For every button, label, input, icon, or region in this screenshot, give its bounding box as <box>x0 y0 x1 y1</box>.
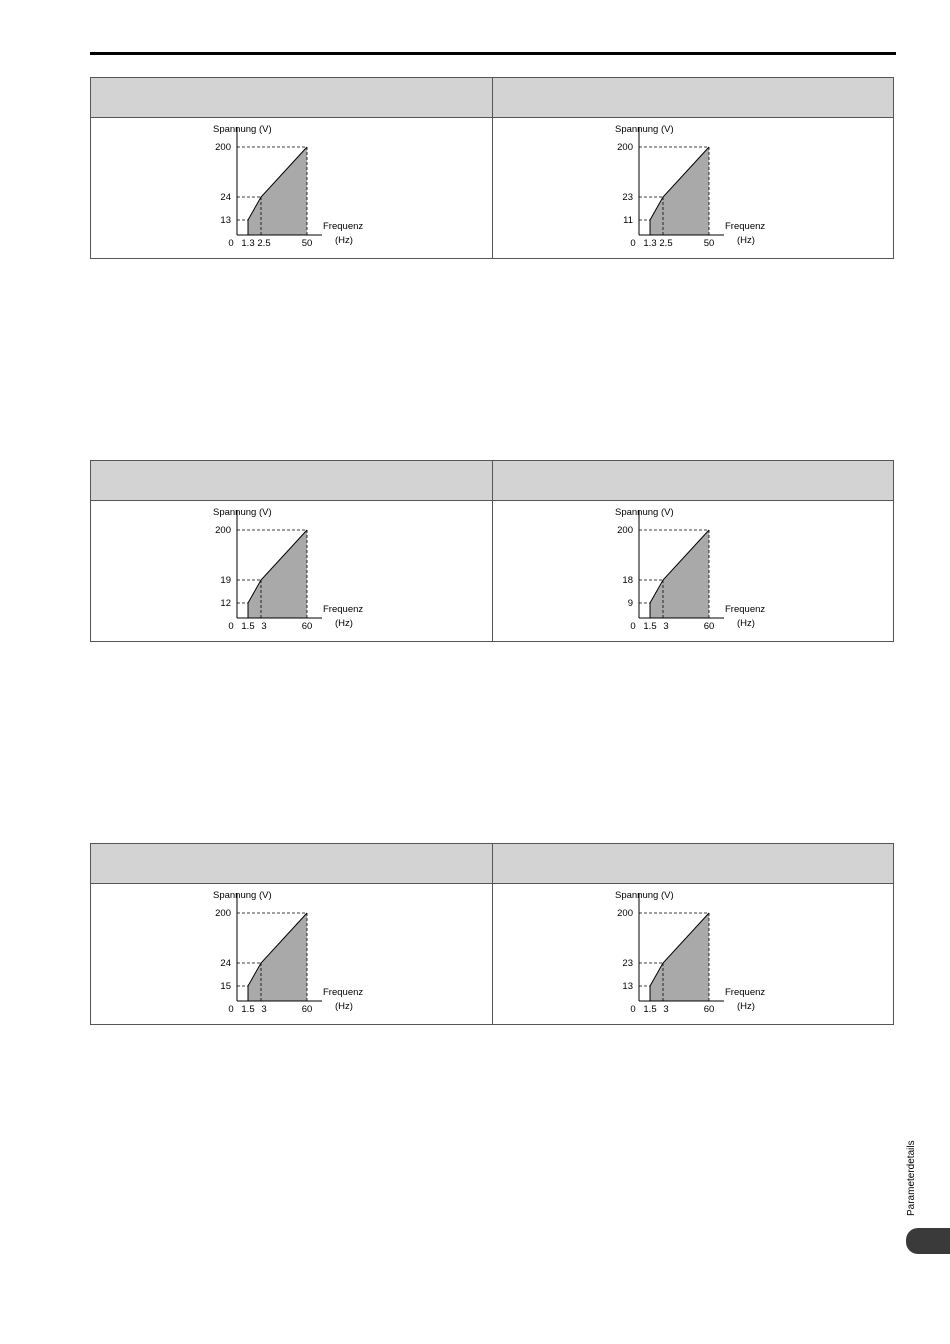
y-tick-label: 200 <box>215 142 231 153</box>
top-rule <box>90 52 896 55</box>
x-axis-unit: (Hz) <box>736 235 755 246</box>
x-tick-label: 0 <box>228 621 234 632</box>
x-tick-label: 2.5 <box>658 238 673 249</box>
vf-table-3 <box>90 843 894 1025</box>
header-cell <box>91 461 492 500</box>
x-tick-label: 1.5 <box>642 621 657 632</box>
y-tick-label: 9 <box>627 598 633 609</box>
x-axis-label: Frequenz <box>724 987 765 998</box>
page-tab-marker <box>906 1228 950 1254</box>
y-tick-label: 23 <box>621 192 633 203</box>
y-tick-label: 200 <box>215 908 231 919</box>
vf-area-fill <box>650 530 709 618</box>
y-axis-label: Spannung (V) <box>213 890 272 901</box>
x-tick-label: 60 <box>301 1004 313 1015</box>
vf-area-fill <box>650 147 709 235</box>
vf-chart-4 <box>493 501 894 641</box>
header-cell <box>492 78 894 117</box>
y-tick-label: 13 <box>621 981 633 992</box>
chart-cell <box>492 501 894 641</box>
chart-cell <box>492 118 894 258</box>
x-tick-label: 0 <box>629 238 636 249</box>
x-tick-label: 0 <box>629 621 636 632</box>
header-cell <box>91 78 492 117</box>
x-axis-unit: (Hz) <box>335 1001 353 1012</box>
x-axis-unit: (Hz) <box>335 618 353 629</box>
y-tick-label: 200 <box>616 525 633 536</box>
y-tick-label: 200 <box>616 908 633 919</box>
x-tick-label: 3 <box>662 621 669 632</box>
y-tick-label: 13 <box>220 215 231 226</box>
x-axis-label: Frequenz <box>724 221 765 232</box>
x-tick-label: 1.5 <box>241 1004 255 1015</box>
x-tick-label: 1.5 <box>642 1004 657 1015</box>
x-axis-unit: (Hz) <box>736 1001 755 1012</box>
x-tick-label: 50 <box>301 238 313 249</box>
vf-chart-3 <box>91 501 492 641</box>
vf-table-1 <box>90 77 894 259</box>
x-axis-unit: (Hz) <box>335 235 353 246</box>
vf-area-fill <box>248 530 307 618</box>
header-cell <box>91 844 492 883</box>
x-tick-label: 50 <box>703 238 714 249</box>
table-body <box>91 884 893 1024</box>
section-side-label <box>906 1122 920 1216</box>
y-tick-label: 11 <box>622 215 633 226</box>
x-tick-label: 0 <box>629 1004 636 1015</box>
vf-chart-5 <box>91 884 492 1024</box>
y-tick-label: 200 <box>616 142 633 153</box>
x-axis-label: Frequenz <box>323 221 364 232</box>
vf-chart-6 <box>493 884 894 1024</box>
x-tick-label: 1.3 <box>642 238 657 249</box>
y-tick-label: 15 <box>220 981 231 992</box>
vf-area-fill <box>650 913 709 1001</box>
table-header <box>91 844 893 884</box>
vf-chart-2 <box>493 118 894 258</box>
x-axis-label: Frequenz <box>323 987 364 998</box>
table-body <box>91 118 893 258</box>
y-tick-label: 19 <box>220 575 231 586</box>
x-tick-label: 3 <box>261 621 267 632</box>
y-tick-label: 23 <box>621 958 633 969</box>
y-tick-label: 24 <box>220 192 231 203</box>
table-header <box>91 78 893 118</box>
chart-cell <box>492 884 894 1024</box>
header-cell <box>492 844 894 883</box>
x-tick-label: 0 <box>228 238 234 249</box>
table-header <box>91 461 893 501</box>
x-tick-label: 60 <box>703 1004 714 1015</box>
x-axis-label: Frequenz <box>323 604 364 615</box>
y-tick-label: 12 <box>220 598 231 609</box>
vf-area-fill <box>248 913 307 1001</box>
x-tick-label: 1.3 <box>241 238 255 249</box>
chart-cell <box>91 118 492 258</box>
table-body <box>91 501 893 641</box>
y-tick-label: 24 <box>220 958 231 969</box>
chart-cell <box>91 501 492 641</box>
x-tick-label: 3 <box>261 1004 267 1015</box>
chart-cell <box>91 884 492 1024</box>
y-axis-label: Spannung (V) <box>213 124 272 135</box>
header-cell <box>492 461 894 500</box>
y-axis-label: Spannung (V) <box>614 890 674 901</box>
x-tick-label: 2.5 <box>257 238 271 249</box>
side-label-text: Parameterdetails <box>906 1140 917 1216</box>
vf-area-fill <box>248 147 307 235</box>
y-axis-label: Spannung (V) <box>213 507 272 518</box>
x-tick-label: 60 <box>301 621 313 632</box>
x-tick-label: 60 <box>703 621 714 632</box>
x-axis-label: Frequenz <box>724 604 765 615</box>
y-axis-label: Spannung (V) <box>614 124 674 135</box>
vf-chart-1 <box>91 118 492 258</box>
x-tick-label: 1.5 <box>241 621 255 632</box>
y-tick-label: 18 <box>621 575 633 586</box>
x-axis-unit: (Hz) <box>736 618 755 629</box>
x-tick-label: 0 <box>228 1004 234 1015</box>
x-tick-label: 3 <box>662 1004 669 1015</box>
y-tick-label: 200 <box>215 525 231 536</box>
y-axis-label: Spannung (V) <box>614 507 674 518</box>
vf-table-2 <box>90 460 894 642</box>
